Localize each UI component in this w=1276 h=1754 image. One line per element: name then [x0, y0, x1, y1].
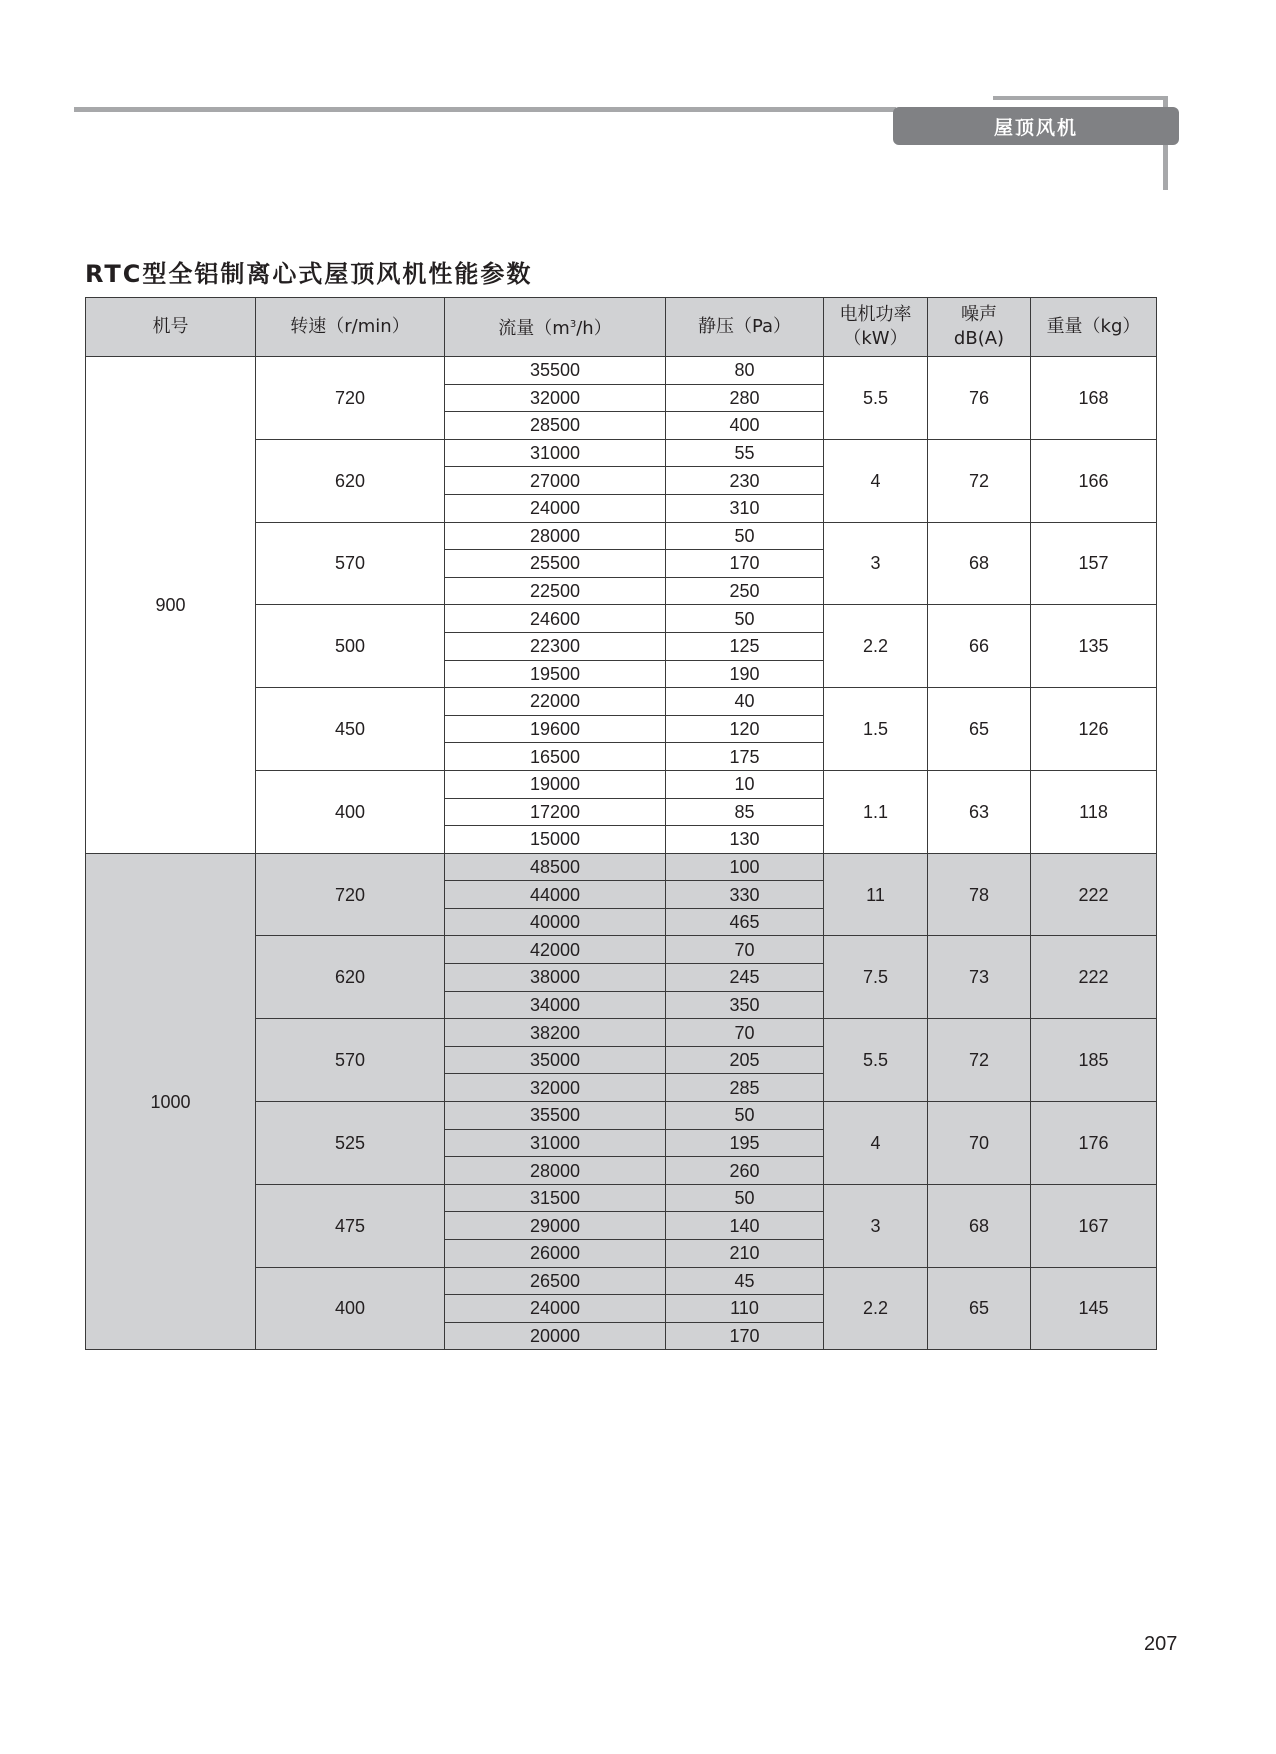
cell-weight: 157 [1031, 522, 1157, 605]
cell-pressure: 175 [666, 743, 824, 771]
cell-flow: 16500 [445, 743, 666, 771]
page-title: RTC型全铝制离心式屋顶风机性能参数 [85, 260, 533, 288]
cell-pressure: 45 [666, 1267, 824, 1295]
cell-power: 4 [824, 439, 928, 522]
col-header-power: 电机功率 （kW） [824, 298, 928, 357]
cell-pressure: 245 [666, 964, 824, 992]
cell-noise: 76 [928, 357, 1031, 440]
cell-speed: 475 [256, 1184, 445, 1267]
cell-flow: 25500 [445, 550, 666, 578]
header-rule-short [993, 96, 1168, 100]
cell-weight: 168 [1031, 357, 1157, 440]
cell-pressure: 130 [666, 826, 824, 854]
cell-model: 900 [86, 357, 256, 854]
cell-speed: 525 [256, 1102, 445, 1185]
cell-pressure: 50 [666, 522, 824, 550]
cell-pressure: 210 [666, 1240, 824, 1268]
cell-flow: 26500 [445, 1267, 666, 1295]
cell-pressure: 280 [666, 384, 824, 412]
col-header-flow: 流量$(m^3/h)$ [445, 298, 666, 357]
cell-flow: 48500 [445, 853, 666, 881]
cell-pressure: 205 [666, 1046, 824, 1074]
cell-noise: 65 [928, 688, 1031, 771]
cell-flow: 19000 [445, 770, 666, 798]
cell-flow: 32000 [445, 1074, 666, 1102]
cell-flow: 35500 [445, 1102, 666, 1130]
cell-weight: 145 [1031, 1267, 1157, 1350]
cell-weight: 185 [1031, 1019, 1157, 1102]
cell-pressure: 260 [666, 1157, 824, 1185]
cell-noise: 72 [928, 1019, 1031, 1102]
cell-pressure: 285 [666, 1074, 824, 1102]
cell-pressure: 110 [666, 1295, 824, 1323]
cell-noise: 72 [928, 439, 1031, 522]
cell-flow: 35500 [445, 357, 666, 385]
cell-flow: 22000 [445, 688, 666, 716]
cell-speed: 720 [256, 357, 445, 440]
cell-noise: 63 [928, 770, 1031, 853]
cell-flow: 34000 [445, 991, 666, 1019]
cell-power: 1.1 [824, 770, 928, 853]
cell-noise: 70 [928, 1102, 1031, 1185]
cell-speed: 400 [256, 1267, 445, 1350]
cell-flow: 32000 [445, 384, 666, 412]
cell-pressure: 120 [666, 715, 824, 743]
cell-flow: 31000 [445, 1129, 666, 1157]
cell-pressure: 170 [666, 550, 824, 578]
cell-flow: 26000 [445, 1240, 666, 1268]
table-row [86, 853, 1157, 881]
cell-flow: 17200 [445, 798, 666, 826]
cell-flow: 19500 [445, 660, 666, 688]
cell-weight: 126 [1031, 688, 1157, 771]
cell-pressure: 190 [666, 660, 824, 688]
cell-power: 1.5 [824, 688, 928, 771]
cell-pressure: 50 [666, 605, 824, 633]
col-header-model: 机号 [86, 298, 256, 357]
section-tab: 屋顶风机 [893, 107, 1179, 145]
header-rule [74, 107, 896, 112]
cell-pressure: 330 [666, 881, 824, 909]
cell-weight: 135 [1031, 605, 1157, 688]
cell-pressure: 100 [666, 853, 824, 881]
cell-pressure: 465 [666, 908, 824, 936]
cell-speed: 570 [256, 522, 445, 605]
cell-pressure: 85 [666, 798, 824, 826]
cell-power: 5.5 [824, 1019, 928, 1102]
cell-power: 4 [824, 1102, 928, 1185]
cell-power: 2.2 [824, 1267, 928, 1350]
cell-pressure: 125 [666, 632, 824, 660]
cell-flow: 28000 [445, 522, 666, 550]
cell-flow: 31500 [445, 1184, 666, 1212]
cell-flow: 42000 [445, 936, 666, 964]
cell-power: 11 [824, 853, 928, 936]
cell-pressure: 170 [666, 1322, 824, 1350]
cell-pressure: 80 [666, 357, 824, 385]
cell-pressure: 250 [666, 577, 824, 605]
table-row [86, 357, 1157, 385]
cell-pressure: 70 [666, 936, 824, 964]
cell-flow: 31000 [445, 439, 666, 467]
cell-speed: 620 [256, 439, 445, 522]
cell-pressure: 50 [666, 1102, 824, 1130]
col-header-weight: 重量（kg） [1031, 298, 1157, 357]
cell-flow: 19600 [445, 715, 666, 743]
performance-table [85, 297, 1157, 1350]
table-header-row [86, 298, 1157, 357]
cell-pressure: 195 [666, 1129, 824, 1157]
cell-pressure: 55 [666, 439, 824, 467]
cell-flow: 27000 [445, 467, 666, 495]
cell-flow: 28000 [445, 1157, 666, 1185]
cell-noise: 73 [928, 936, 1031, 1019]
cell-speed: 620 [256, 936, 445, 1019]
col-header-noise: 噪声 dB(A) [928, 298, 1031, 357]
cell-noise: 65 [928, 1267, 1031, 1350]
cell-flow: 35000 [445, 1046, 666, 1074]
cell-weight: 222 [1031, 936, 1157, 1019]
cell-power: 2.2 [824, 605, 928, 688]
cell-noise: 78 [928, 853, 1031, 936]
cell-weight: 167 [1031, 1184, 1157, 1267]
cell-flow: 28500 [445, 412, 666, 440]
cell-pressure: 310 [666, 494, 824, 522]
cell-power: 3 [824, 1184, 928, 1267]
cell-flow: 29000 [445, 1212, 666, 1240]
cell-power: 5.5 [824, 357, 928, 440]
cell-pressure: 140 [666, 1212, 824, 1240]
cell-noise: 66 [928, 605, 1031, 688]
col-header-speed: 转速（r/min） [256, 298, 445, 357]
cell-weight: 176 [1031, 1102, 1157, 1185]
cell-pressure: 230 [666, 467, 824, 495]
cell-power: 3 [824, 522, 928, 605]
page-number: 207 [1144, 1633, 1178, 1655]
cell-pressure: 40 [666, 688, 824, 716]
cell-flow: 44000 [445, 881, 666, 909]
cell-flow: 20000 [445, 1322, 666, 1350]
cell-speed: 720 [256, 853, 445, 936]
cell-noise: 68 [928, 1184, 1031, 1267]
cell-noise: 68 [928, 522, 1031, 605]
cell-flow: 15000 [445, 826, 666, 854]
cell-flow: 38000 [445, 964, 666, 992]
cell-flow: 24000 [445, 1295, 666, 1323]
cell-flow: 40000 [445, 908, 666, 936]
cell-speed: 400 [256, 770, 445, 853]
cell-pressure: 350 [666, 991, 824, 1019]
cell-pressure: 10 [666, 770, 824, 798]
cell-flow: 24000 [445, 494, 666, 522]
cell-pressure: 50 [666, 1184, 824, 1212]
cell-speed: 450 [256, 688, 445, 771]
cell-speed: 500 [256, 605, 445, 688]
table-body [86, 357, 1157, 1350]
cell-power: 7.5 [824, 936, 928, 1019]
cell-flow: 24600 [445, 605, 666, 633]
cell-flow: 22500 [445, 577, 666, 605]
cell-flow: 38200 [445, 1019, 666, 1047]
cell-speed: 570 [256, 1019, 445, 1102]
cell-weight: 166 [1031, 439, 1157, 522]
cell-weight: 222 [1031, 853, 1157, 936]
cell-pressure: 70 [666, 1019, 824, 1047]
col-header-pressure: 静压（Pa） [666, 298, 824, 357]
cell-model: 1000 [86, 853, 256, 1350]
cell-flow: 22300 [445, 632, 666, 660]
cell-weight: 118 [1031, 770, 1157, 853]
cell-pressure: 400 [666, 412, 824, 440]
